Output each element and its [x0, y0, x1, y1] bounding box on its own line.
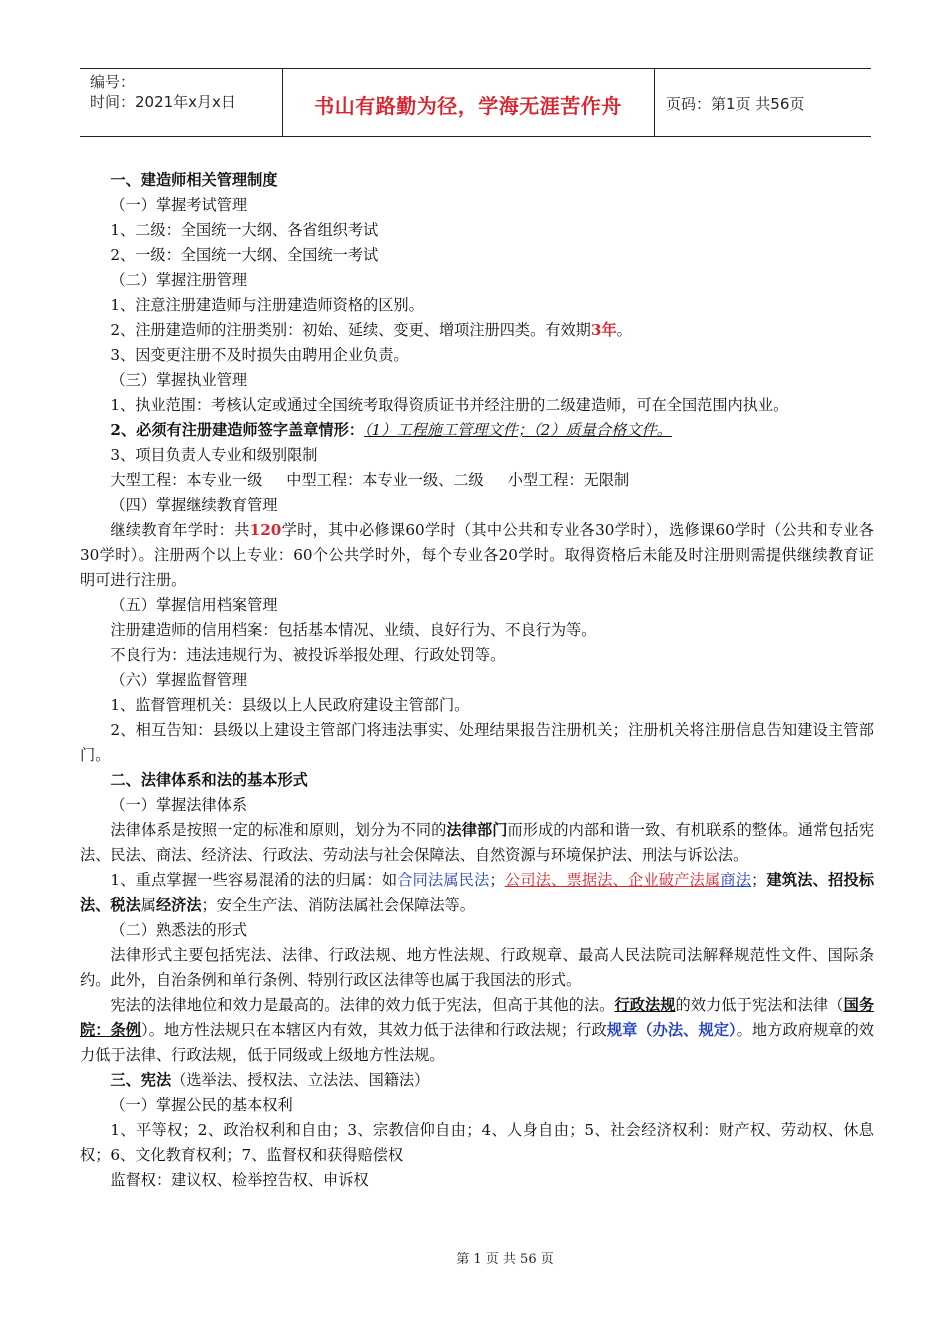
page-footer: 第 1 页 共 56 页 [456, 1252, 554, 1267]
bold-run: 三、宪法 [110, 1071, 172, 1089]
italic-underline-run: （1）工程施工管理文件；（2）质量合格文件。 [363, 421, 672, 439]
paragraph [80, 993, 874, 1068]
highlight-red-underline: 公司法、票据法、企业破产法属 [504, 871, 721, 889]
bold-run: 2、必须有注册建造师签字盖章情形： [110, 421, 364, 439]
section-heading [80, 1068, 874, 1093]
document-body [80, 168, 874, 1193]
text-run: ； [751, 871, 767, 889]
subsection-heading: （三）掌握执业管理 [110, 371, 248, 389]
paragraph [80, 868, 874, 918]
paragraph: 3、项目负责人专业和级别限制 [110, 446, 318, 464]
text-run: （选举法、授权法、立法法、国籍法） [171, 1071, 430, 1089]
text-run: 属 [140, 896, 156, 914]
paragraph: 法律形式主要包括宪法、法律、行政法规、地方性法规、行政规章、最高人民法院司法解释规范性文件、国际条约。此外，自治条例和单行条例、特别行政区法律等也属于我国法的形式。 [80, 946, 874, 989]
text-run: 宪法的法律地位和效力是最高的。法律的效力低于宪法，但高于其他的法。 [110, 996, 615, 1014]
subsection-heading: （一）掌握公民的基本权利 [110, 1096, 293, 1114]
highlight-blue-underline: 商法 [720, 871, 752, 889]
subsection-heading: （四）掌握继续教育管理 [110, 496, 278, 514]
text-run: 。地方政府规章的效力低于法律、行政法规，低于同级或上级地方性法规。 [80, 1021, 874, 1064]
bold-run: 法律部门 [446, 821, 508, 839]
subsection-heading: （一）掌握法律体系 [110, 796, 248, 814]
text-run: 的效力低于宪法和法律（ [675, 996, 844, 1014]
paragraph: 监督权：建议权、检举控告权、申诉权 [110, 1171, 369, 1189]
paragraph [80, 418, 874, 443]
paragraph: 注册建造师的信用档案：包括基本情况、业绩、良好行为、不良行为等。 [110, 621, 597, 639]
subsection-heading: （一）掌握考试管理 [110, 196, 248, 214]
paragraph: 1、执业范围：考核认定或通过全国统考取得资质证书并经注册的二级建造师，可在全国范围内执业。 [110, 396, 789, 414]
bold-underline-run: 国务院：条例 [80, 996, 875, 1039]
paragraph: 1、监督管理机关：县级以上人民政府建设主管部门。 [110, 696, 470, 714]
section-heading: 二、法律体系和法的基本形式 [110, 771, 308, 789]
bold-run: 经济法 [155, 896, 202, 914]
paragraph: 3、因变更注册不及时损失由聘用企业负责。 [110, 346, 409, 364]
bold-run: 建筑法、招投标法、税法 [80, 871, 875, 914]
text-run: 大型工程：本专业一级 [110, 471, 263, 489]
paragraph: 2、相互告知：县级以上建设主管部门将违法事实、处理结果报告注册机关；注册机关将注册信息告知建设主管部门。 [80, 721, 874, 764]
paragraph: 不良行为：违法违规行为、被投诉举报处理、行政处罚等。 [110, 646, 506, 664]
header-meta [90, 72, 236, 112]
paragraph: 1、二级：全国统一大纲、各省组织考试 [110, 221, 379, 239]
paragraph [80, 818, 874, 868]
text-run: ）。地方性法规只在本辖区内有效，其效力低于法律和行政法规；行政 [141, 1021, 607, 1039]
text-run: 1、重点掌握一些容易混淆的法的归属：如 [110, 871, 398, 889]
highlight-blue: 合同法属民法 [397, 871, 490, 889]
header-page-number: 页码：第1页 共56页 [666, 95, 805, 113]
subsection-heading: （二）掌握注册管理 [110, 271, 248, 289]
text-run: 中型工程：本专业一级、二级 [286, 471, 484, 489]
paragraph [80, 518, 874, 593]
text-run: 。 [616, 321, 632, 339]
header-divider [654, 68, 655, 136]
text-run: 小型工程：无限制 [507, 471, 630, 489]
paragraph: 2、一级：全国统一大纲、全国统一考试 [110, 246, 379, 264]
subsection-heading: （六）掌握监督管理 [110, 671, 248, 689]
subsection-heading: （五）掌握信用档案管理 [110, 596, 278, 614]
paragraph [80, 468, 874, 493]
paragraph: 1、平等权；2、政治权利和自由；3、宗教信仰自由；4、人身自由；5、社会经济权利：财产权、劳动权、休息权；6、文化教育权利；7、监督权和获得赔偿权 [80, 1121, 874, 1164]
header-date: 时间：2021年x月x日 [90, 93, 236, 111]
header-bottom-rule [80, 136, 871, 137]
text-run: ；安全生产法、消防法属社会保障法等。 [201, 896, 475, 914]
subsection-heading: （二）熟悉法的形式 [110, 921, 248, 939]
highlight-red: 3年 [590, 321, 617, 339]
text-run: 学时，其中必修课60学时（其中公共和专业各30学时），选修课60学时（公共和专业各30学时）。注册两个以上专业：60个公共学时外，每个专业各20学时。取得资格后未能及时注册则需提供继续教育证明可进行注册。 [80, 521, 874, 589]
highlight-blue: 规章（办法、规定） [606, 1021, 737, 1039]
highlight-red: 120 [249, 521, 282, 539]
bold-underline-run: 行政法规 [614, 996, 676, 1014]
text-run: 2、注册建造师的注册类别：初始、延续、变更、增项注册四类。有效期 [110, 321, 591, 339]
header-number-label: 编号： [90, 73, 136, 91]
text-run: ； [489, 871, 505, 889]
section-heading: 一、建造师相关管理制度 [110, 171, 278, 189]
text-run: 而形成的内部和谐一致、有机联系的整体。通常包括宪法、民法、商法、经济法、行政法、劳动法与社会保障法、自然资源与环境保护法、刑法与诉讼法。 [80, 821, 875, 864]
text-run: 法律体系是按照一定的标准和原则，划分为不同的 [110, 821, 447, 839]
text-run: 继续教育年学时：共 [110, 521, 250, 539]
paragraph: 1、注意注册建造师与注册建造师资格的区别。 [110, 296, 424, 314]
paragraph [80, 318, 874, 343]
header-motto: 书山有路勤为径，学海无涯苦作舟 [314, 94, 622, 118]
header-top-rule [80, 68, 871, 69]
